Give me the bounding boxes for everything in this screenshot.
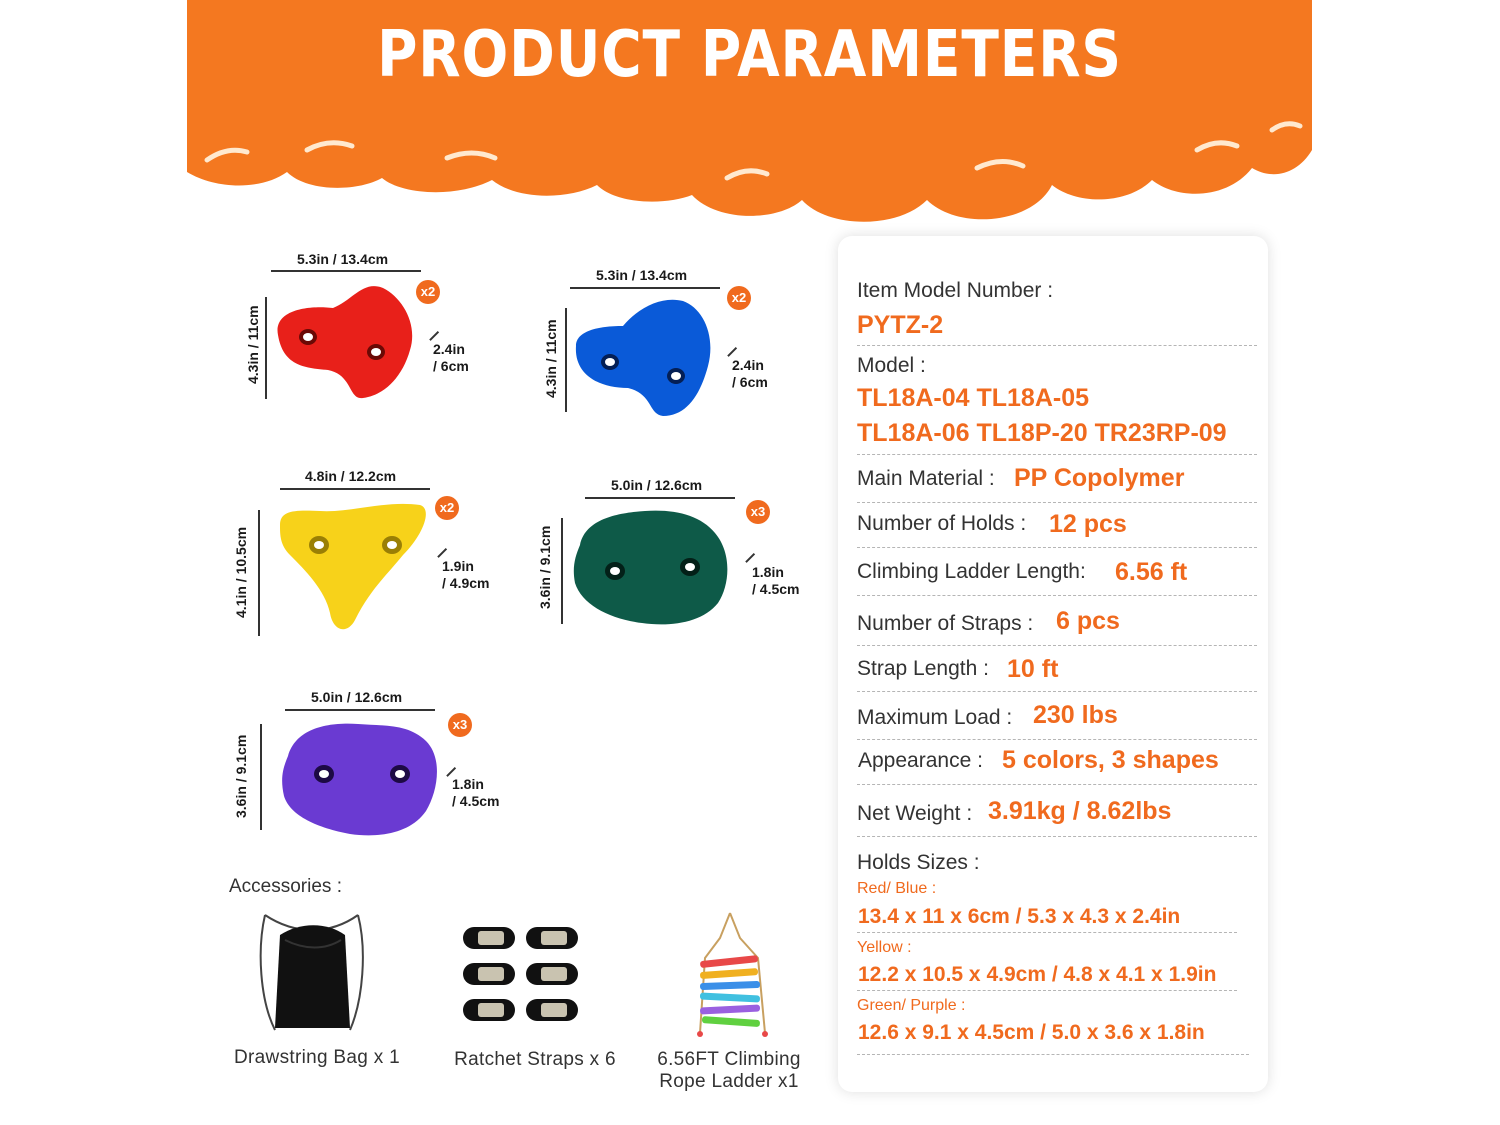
quantity-badge: x2	[727, 286, 751, 310]
hold-depth-label: 1.8in / 4.5cm	[452, 776, 500, 809]
spec-strap-length-row: Strap Length : 10 ft	[857, 655, 1257, 692]
hold-width-label: 5.3in / 13.4cm	[297, 251, 389, 267]
red-hold-icon	[268, 280, 428, 405]
hold-height-label: 4.3in / 11cm	[245, 305, 261, 384]
spec-load-row: Maximum Load : 230 lbs	[857, 701, 1257, 740]
hold-depth-label: 1.9in / 4.9cm	[442, 558, 490, 591]
spec-straps-row: Number of Straps : 6 pcs	[857, 607, 1257, 646]
hold-height-label: 3.6in / 9.1cm	[233, 734, 249, 818]
quantity-badge: x2	[435, 496, 459, 520]
size-green-purple-row: Green/ Purple : 12.6 x 9.1 x 4.5cm / 5.0 x 3.6 x 1.8in	[857, 997, 1249, 1055]
hold-height-label: 4.1in / 10.5cm	[233, 526, 249, 618]
hold-width-label: 5.3in / 13.4cm	[596, 267, 688, 283]
rope-ladder-icon	[690, 908, 780, 1043]
hold-width-label: 4.8in / 12.2cm	[305, 468, 397, 484]
hold-width-label: 5.0in / 12.6cm	[311, 689, 403, 705]
hold-depth-label: 2.4in / 6cm	[433, 341, 469, 374]
accessory-straps-label: Ratchet Straps x 6	[454, 1049, 616, 1070]
spec-weight-row: Net Weight : 3.91kg / 8.62lbs	[857, 797, 1257, 837]
ratchet-strap-icon	[458, 922, 588, 1027]
hold-depth-label: 1.8in / 4.5cm	[752, 564, 800, 597]
spec-model-row: Model : TL18A-04 TL18A-05 TL18A-06 TL18P-20 TR23RP-09	[857, 354, 1257, 455]
hold-width-label: 5.0in / 12.6cm	[611, 477, 703, 493]
hold-depth-label: 2.4in / 6cm	[732, 357, 768, 390]
spec-ladder-row: Climbing Ladder Length: 6.56 ft	[857, 558, 1257, 596]
quantity-badge: x2	[416, 280, 440, 304]
accessories-title: Accessories :	[229, 876, 342, 897]
size-red-blue-row: Red/ Blue : 13.4 x 11 x 6cm / 5.3 x 4.3 x 2.4in	[857, 880, 1237, 933]
quantity-badge: x3	[448, 713, 472, 737]
spec-model-number-row: Item Model Number : PYTZ-2	[857, 279, 1257, 346]
accessory-ladder-label: 6.56FT Climbing Rope Ladder x1	[657, 1049, 801, 1092]
purple-hold-icon	[278, 716, 443, 840]
drawstring-bag-icon	[255, 910, 370, 1040]
size-yellow-row: Yellow : 12.2 x 10.5 x 4.9cm / 4.8 x 4.1 x 1.9in	[857, 939, 1237, 991]
spec-holds-row: Number of Holds : 12 pcs	[857, 510, 1257, 548]
accessory-bag-label: Drawstring Bag x 1	[234, 1047, 400, 1068]
quantity-badge: x3	[746, 500, 770, 524]
yellow-hold-icon	[275, 495, 435, 635]
hold-height-label: 4.3in / 11cm	[543, 319, 559, 398]
spec-sizes-label: Holds Sizes :	[857, 851, 980, 874]
spec-appearance-row: Appearance : 5 colors, 3 shapes	[857, 746, 1257, 785]
blue-hold-icon	[568, 296, 723, 421]
page-title: PRODUCT PARAMETERS	[377, 18, 1122, 92]
green-hold-icon	[570, 505, 735, 630]
hold-height-label: 3.6in / 9.1cm	[537, 525, 553, 609]
spec-material-row: Main Material : PP Copolymer	[857, 464, 1257, 503]
